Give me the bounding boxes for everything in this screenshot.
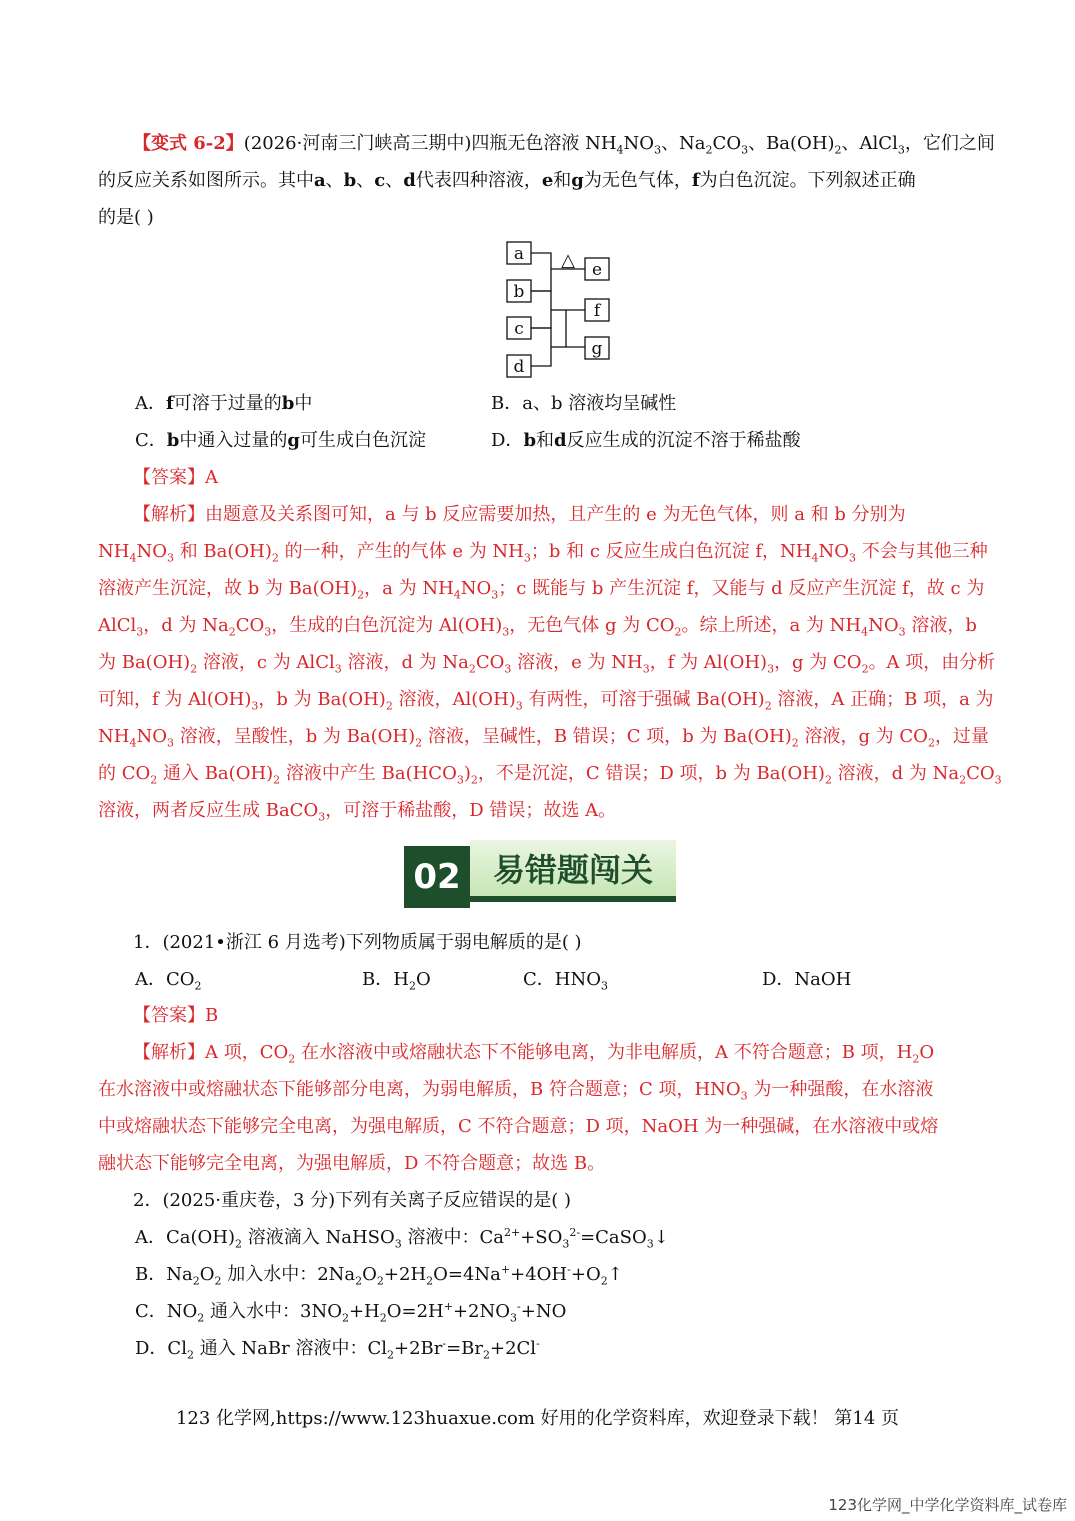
option-a[interactable]: A．f可溶于过量的b中 (135, 393, 313, 414)
explanation-line-6: 可知，f 为 $Al(OH)_3$，b 为 $Ba(OH)_2$ 溶液，$Al(OH)_3$ 有两性，可溶于强碱 $Ba(OH)_2$ 溶液，A 正确；B 项，a 为 (98, 689, 994, 713)
q2-stem: 2．(2025·重庆卷，3 分)下列有关离子反应错误的是( ) (133, 1190, 571, 1211)
option-b[interactable]: B．a、b 溶液均呈碱性 (491, 393, 677, 414)
q1-explanation-line-1: 【解析】A 项，$CO_2$ 在水溶液中或熔融状态下不能够电离，为非电解质，A 不符合题意；B 项，$H_2O$ (133, 1042, 935, 1066)
connector-bc (531, 291, 551, 328)
section-number: 02 (404, 846, 470, 908)
label-c: c (514, 319, 524, 339)
label-a: a (513, 244, 525, 264)
q1-explanation-line-4: 融状态下能够完全电离，为强电解质，D 不符合题意；故选 B。 (98, 1153, 606, 1174)
q1-option-a[interactable]: A．$CO_2$ (135, 969, 202, 993)
q2-option-a[interactable]: A．$Ca(OH)_2$ 溶液滴入 NaHSO$_3$ 溶液中：$Ca^{2+}+SO_3^{2-}=CaSO_3↓$ (135, 1226, 669, 1251)
q1-option-c[interactable]: C．$HNO_3$ (523, 969, 608, 993)
question-stem-line-2: 的反应关系如图所示。其中a、b、c、d代表四种溶液，e和g为无色气体，f为白色沉淀。下列叙述正确 (98, 170, 916, 191)
q1-stem: 1．(2021•浙江 6 月选考)下列物质属于弱电解质的是( ) (133, 932, 582, 953)
option-d[interactable]: D．b和d反应生成的沉淀不溶于稀盐酸 (491, 430, 801, 451)
label-b: b (513, 282, 525, 302)
label-f: f (593, 301, 601, 321)
q2-option-c[interactable]: C．$NO_2$ 通入水中：$3NO_2+H_2O=2H^++2NO_3^-+NO$ (135, 1300, 567, 1325)
page-footer: 123 化学网,https://www.123huaxue.com 好用的化学资料库，欢迎登录下载！ 第14 页 (175, 1408, 900, 1429)
q1-option-b[interactable]: B．$H_2O$ (362, 969, 431, 993)
explanation-line-1: 【解析】由题意及关系图可知，a 与 b 反应需要加热，且产生的 e 为无色气体，则 a 和 b 分别为 (133, 504, 906, 525)
explanation-line-9: 溶液，两者反应生成 BaCO$_3$，可溶于稀盐酸，D 错误；故选 A。 (98, 800, 617, 824)
connector-cd (531, 328, 551, 366)
q1-option-d[interactable]: D．NaOH (762, 969, 852, 990)
answer-line: 【答案】A (133, 467, 218, 488)
q1-answer: 【答案】B (133, 1005, 219, 1026)
q1-explanation-line-3: 中或熔融状态下能够完全电离，为强电解质，C 不符合题意；D 项，NaOH 为一种强碱，在水溶液中或熔 (98, 1116, 939, 1137)
heat-symbol: △ (561, 250, 575, 271)
question-stem-line-3: 的是( ) (98, 207, 154, 228)
option-c[interactable]: C．b中通入过量的g可生成白色沉淀 (135, 430, 426, 451)
explanation-line-7: $NH_4NO_3$ 溶液，呈酸性，b 为 $Ba(OH)_2$ 溶液，呈碱性，B 错误；C 项，b 为 $Ba(OH)_2$ 溶液，g 为 $CO_2$，过量 (98, 726, 989, 750)
watermark: 123化学网_中学化学资料库_试卷库 (828, 1496, 1067, 1514)
explanation-line-4: AlCl$_3$，d 为 $Na_2CO_3$，生成的白色沉淀为 $Al(OH)_3$，无色气体 g 为 $CO_2$。综上所述，a 为 $NH_4NO_3$ 溶液，b (98, 615, 977, 639)
q2-option-d[interactable]: D．$Cl_2$ 通入 NaBr 溶液中：$Cl_2+2Br^-=Br_2+2Cl^-$ (135, 1337, 540, 1362)
variant-tag: 【变式 6-2】 (133, 133, 244, 154)
connector-ab (531, 253, 551, 291)
section-banner (404, 840, 676, 908)
explanation-line-5: 为 $Ba(OH)_2$ 溶液，c 为 AlCl$_3$ 溶液，d 为 $Na_2CO_3$ 溶液，e 为 $NH_3$，f 为 $Al(OH)_3$，g 为 $CO_2$。A 项，由分析 (98, 652, 996, 676)
explanation-line-3: 溶液产生沉淀，故 b 为 $Ba(OH)_2$，a 为 $NH_4NO_3$；c 既能与 b 产生沉淀 f，又能与 d 反应产生沉淀 f，故 c 为 (98, 578, 985, 602)
label-g: g (591, 339, 603, 359)
section-title: 易错题闯关 (470, 840, 676, 902)
q2-option-b[interactable]: B．$Na_2O_2$ 加入水中：$2Na_2O_2+2H_2O=4Na^++4OH^-+O_2↑$ (135, 1263, 623, 1288)
explanation-line-2: $NH_4NO_3$ 和 $Ba(OH)_2$ 的一种，产生的气体 e 为 $NH_3$；b 和 c 反应生成白色沉淀 f，$NH_4NO_3$ 不会与其他三种 (98, 541, 988, 565)
question-stem-line-1: 【变式 6-2】(2026·河南三门峡高三期中)四瓶无色溶液 $NH_4NO_3$、$Na_2CO_3$、$Ba(OH)_2$、AlCl$_3$，它们之间 (133, 133, 995, 157)
q1-explanation-line-2: 在水溶液中或熔融状态下能够部分电离，为弱电解质，B 符合题意；C 项，$HNO_3$ 为一种强酸，在水溶液 (98, 1079, 934, 1103)
reaction-diagram (496, 236, 616, 381)
label-d: d (513, 357, 525, 377)
explanation-line-8: 的 $CO_2$ 通入 $Ba(OH)_2$ 溶液中产生 $Ba(HCO_3)_2$，不是沉淀，C 错误；D 项，b 为 $Ba(OH)_2$ 溶液，d 为 $Na_2CO_3$ (98, 763, 1002, 787)
label-e: e (591, 260, 603, 280)
